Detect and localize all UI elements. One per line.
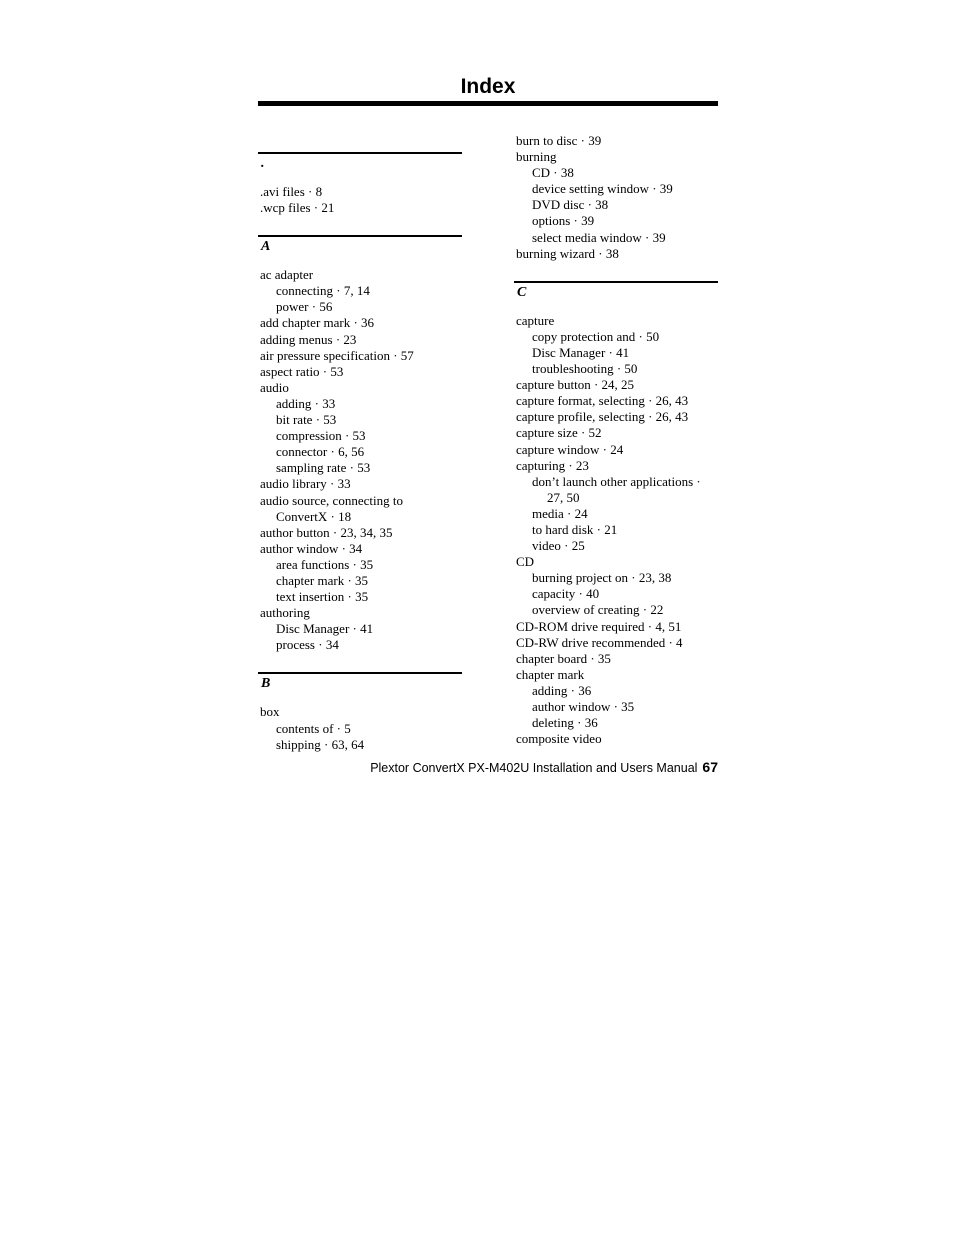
section-heading: A (261, 239, 271, 255)
index-entry: burning (516, 149, 557, 165)
index-entry: audio library · 33 (260, 476, 351, 492)
index-subentry: sampling rate · 53 (276, 460, 371, 476)
index-subentry: capacity · 40 (532, 586, 600, 602)
section-rule (514, 281, 718, 283)
index-entry: capture size · 52 (516, 425, 602, 441)
section-heading: . (261, 156, 265, 171)
index-subentry: device setting window · 39 (532, 181, 673, 197)
index-subentry: adding · 36 (532, 682, 592, 698)
index-entry: box (260, 704, 280, 720)
index-entry: composite video (516, 731, 602, 747)
index-section (258, 152, 463, 216)
page-footer (258, 757, 718, 778)
index-entry: burn to disc · 39 (516, 133, 602, 148)
index-subentry: don’t launch other applications · (532, 473, 701, 489)
section-rule (258, 672, 462, 674)
page-title: Index (460, 75, 516, 98)
index-entry: adding menus · 23 (260, 331, 357, 347)
index-subentry: adding · 33 (276, 395, 336, 411)
index-entry: capture (516, 312, 555, 328)
index-subentry: power · 56 (276, 299, 333, 315)
index-subentry: burning project on · 23, 38 (532, 570, 672, 586)
index-entry: author button · 23, 34, 35 (260, 524, 393, 540)
index-entry: .avi files · 8 (260, 184, 323, 199)
index-entry: audio (260, 379, 289, 395)
index-entry: capture window · 24 (516, 441, 624, 457)
index-subentry: compression · 53 (276, 428, 366, 444)
index-subentry: chapter mark · 35 (276, 572, 369, 588)
index-subentry: bit rate · 53 (276, 412, 337, 428)
index-subentry: Disc Manager · 41 (276, 621, 374, 637)
index-subentry: select media window · 39 (532, 229, 666, 245)
index-subentry: media · 24 (532, 505, 588, 521)
index-subentry: text insertion · 35 (276, 589, 369, 605)
index-section (514, 281, 719, 748)
index-entry: capture button · 24, 25 (516, 377, 635, 393)
index-subentry: to hard disk · 21 (532, 521, 618, 537)
index-entry: .wcp files · 21 (260, 200, 335, 216)
title-rule (258, 101, 718, 106)
index-entry: CD (516, 554, 535, 570)
section-rule (258, 152, 462, 154)
section-heading: B (261, 676, 271, 692)
index-subentry: options · 39 (532, 213, 595, 229)
index-subentry: 27, 50 (547, 489, 580, 505)
index-subentry: process · 34 (276, 637, 339, 653)
section-heading: C (517, 284, 527, 300)
index-subentry: deleting · 36 (532, 715, 598, 731)
index-subentry: contents of · 5 (276, 720, 351, 736)
index-subentry: author window · 35 (532, 699, 635, 714)
index-entry: chapter mark (516, 666, 585, 682)
index-entry: capture profile, selecting · 26, 43 (516, 409, 689, 425)
index-subentry: ConvertX · 18 (276, 508, 352, 524)
index-entry: authoring (260, 605, 310, 621)
index-section (258, 672, 463, 752)
index-entry: aspect ratio · 53 (260, 363, 344, 379)
index-subentry: copy protection and · 50 (532, 328, 660, 344)
index-subentry: troubleshooting · 50 (532, 361, 638, 377)
index-entry: chapter board · 35 (516, 650, 611, 666)
index-subentry: connector · 6, 56 (276, 444, 365, 460)
index-section (258, 235, 463, 653)
index-column-right (514, 133, 719, 747)
footer-text: Plextor ConvertX PX-M402U Installation and Users Manual (370, 761, 698, 775)
index-subentry: area functions · 35 (276, 556, 374, 572)
index-entry: capture format, selecting · 26, 43 (516, 393, 689, 409)
index-entry: author window · 34 (260, 540, 363, 556)
index-entry: audio source, connecting to (260, 492, 403, 508)
index-entry: burning wizard · 38 (516, 245, 619, 261)
index-entry: CD-RW drive recommended · 4 (516, 634, 683, 650)
index-subentry: overview of creating · 22 (532, 602, 664, 618)
index-subentry: shipping · 63, 64 (276, 736, 365, 752)
index-entry: capturing · 23 (516, 457, 589, 473)
index-column-left (258, 152, 463, 753)
section-rule (258, 235, 462, 237)
page-number: 67 (702, 759, 718, 775)
index-subentry: connecting · 7, 14 (276, 283, 370, 299)
index-section (514, 133, 719, 262)
index-entry: add chapter mark · 36 (260, 315, 375, 331)
index-entry: CD-ROM drive required · 4, 51 (516, 618, 682, 634)
index-subentry: CD · 38 (532, 165, 574, 181)
index-subentry: Disc Manager · 41 (532, 344, 630, 360)
index-subentry: video · 25 (532, 538, 585, 554)
index-subentry: DVD disc · 38 (532, 197, 609, 213)
index-entry: ac adapter (260, 267, 314, 283)
index-entry: air pressure specification · 57 (260, 347, 414, 363)
